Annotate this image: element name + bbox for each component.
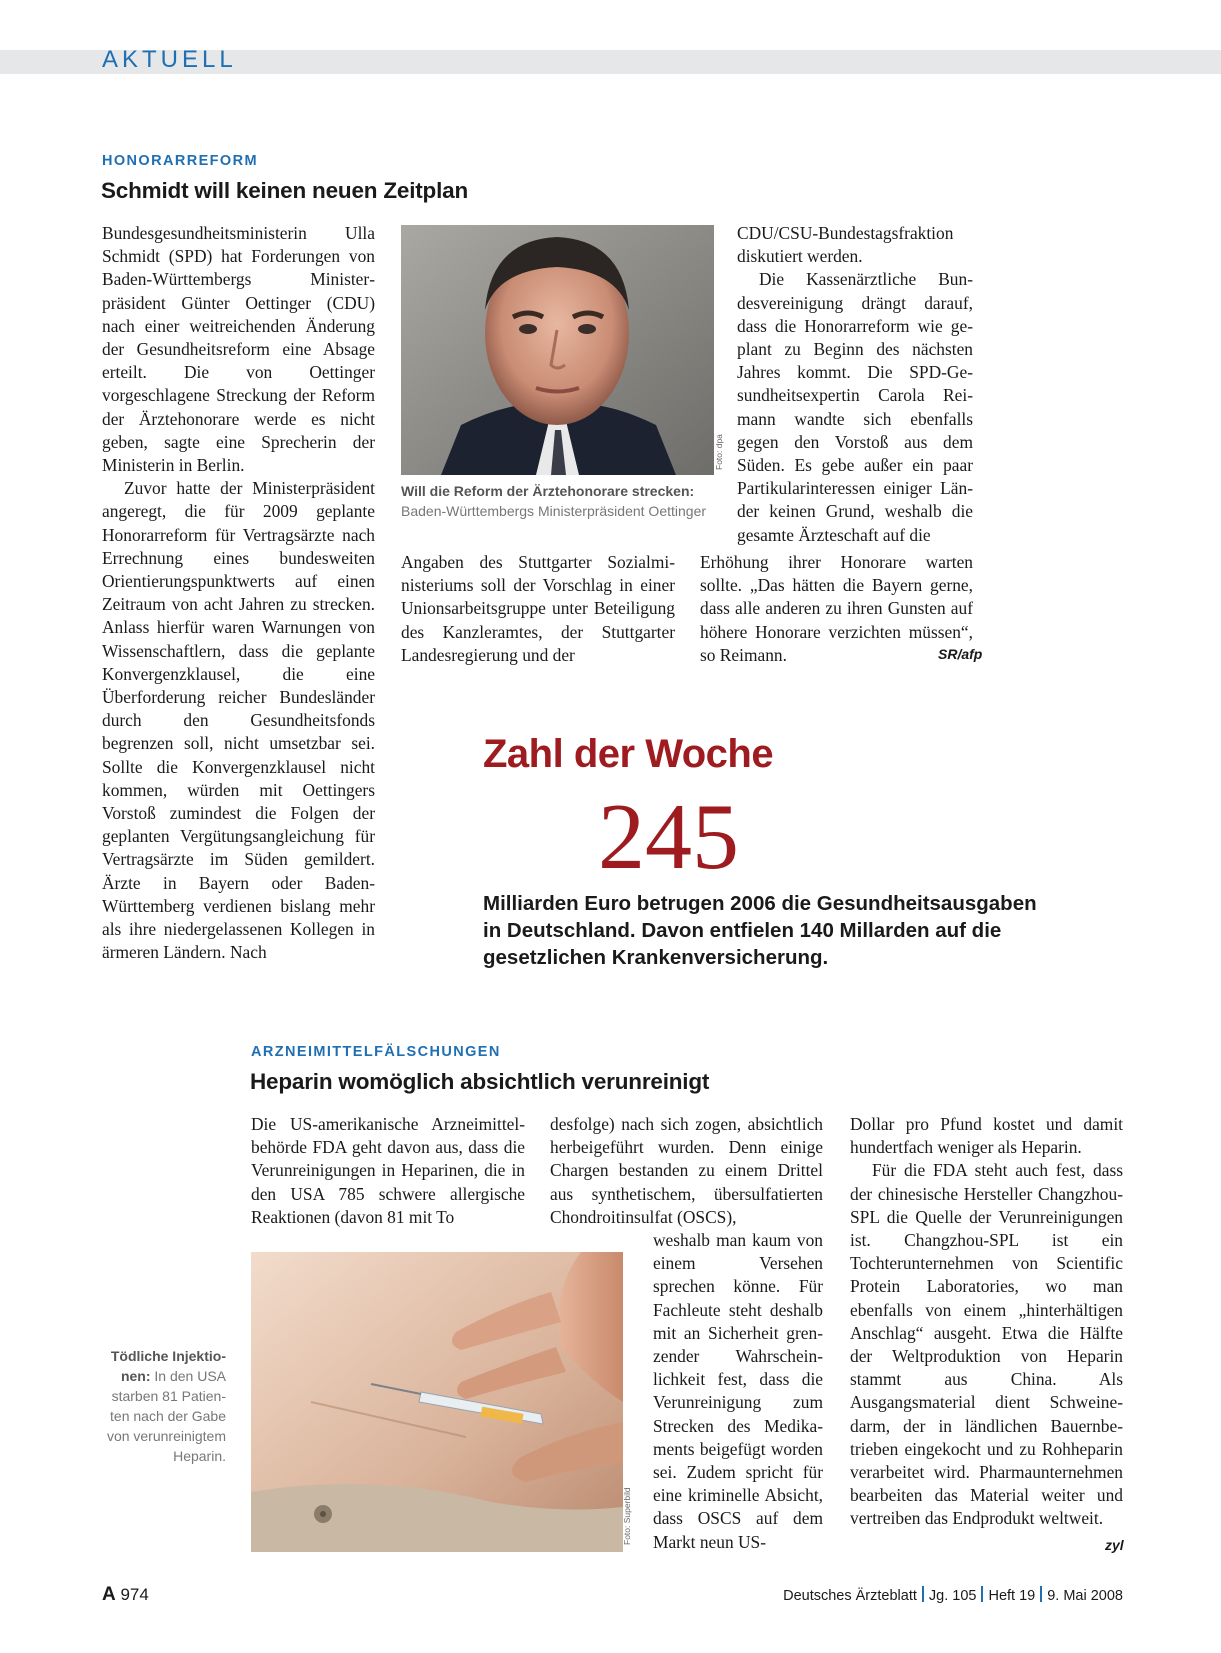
article2-paragraph: Die US-amerikanische Arzneimittelbehörde FDA geht davon aus, dass die Verunreinigungen in Heparinen, die in den USA 785 schwere allergische Reaktionen (davon 81 mit To (251, 1114, 525, 1227)
article2-column-3 (850, 1113, 1123, 1531)
page-number-value: 974 (120, 1585, 149, 1604)
journal-date: 9. Mai 2008 (1047, 1588, 1123, 1604)
article1-photo-caption (401, 481, 721, 521)
article1-title[interactable]: Schmidt will keinen neuen Zeitplan (101, 178, 469, 203)
divider (981, 1586, 983, 1602)
article1-column-3b (700, 551, 973, 667)
caption-bold: Tödliche Injektionen: (110, 1348, 226, 1384)
article1-paragraph: Die Kassenärztliche Bundesvereinigung drängt darauf, dass die Honorarreform wie geplant zu Beginn des nächsten Jahres kommt. Die SPD-Gesundheitsexpertin Carola Reimann wandte sich ebenfalls gegen den Vorstoß aus dem Süden. Es gebe außer ein paar Partikularinteressen einiger Länder keinen Grund, weshalb die gesamte Ärzteschaft auf die (737, 269, 973, 545)
article2-kicker: ARZNEIMITTELFÄLSCHUNGEN (251, 1044, 501, 1060)
divider (922, 1586, 924, 1602)
number-of-week-value: 245 (598, 785, 739, 889)
article1-signature: SR/afp (938, 646, 983, 662)
article1-paragraph: Bundesgesundheitsministerin Ulla Schmidt (SPD) hat Forderungen von Baden-Württembergs Ministerpräsident Günter Oettinger (CDU) nach einer weitreichenden Änderung der Gesundheitsreform eine Absage erteilt. Die von Oettinger vorgeschlagene Streckung der Reform der Ärztehonorare werde es nicht geben, sagte eine Sprecherin der Ministerin in Berlin. (102, 223, 375, 476)
article1-kicker: HONORARREFORM (102, 153, 258, 169)
article2-photo-caption (100, 1346, 226, 1466)
number-of-week-title: Zahl der Woche (483, 732, 774, 776)
article2-title[interactable]: Heparin womöglich absichtlich verunreinigt (250, 1069, 710, 1094)
article2-paragraph: weshalb man kaum von einem Versehen sprechen könne. Für Fachleute steht deshalb mit an Sicherheit grenzender Wahrscheinlichkeit fest, dass die Verunreinigung zum Strecken des Medikaments beigefügt worden sei. Zudem spricht für eine kriminelle Absicht, dass OSCS auf dem Markt neun US- (653, 1230, 823, 1552)
oettinger-portrait-photo (401, 225, 714, 475)
article1-column-2 (401, 551, 675, 667)
article2-paragraph: Dollar pro Pfund kostet und damit hundertfach weniger als Heparin. (850, 1114, 1123, 1158)
section-label: AKTUELL (102, 46, 237, 73)
caption-text: Baden-Württembergs Ministerpräsident Oettinger (401, 503, 707, 519)
journal-volume: Jg. 105 (928, 1588, 977, 1604)
photo-credit: Foto: Superbild (622, 1487, 632, 1545)
article1-paragraph: Zuvor hatte der Ministerpräsident angeregt, die für 2009 geplante Honorarreform für Vertragsärzte nach Errechnung eines bundesweiten Orientierungspunktwerts auf einen Zeitraum von acht Jahren zu strecken. Anlass hierfür waren Warnungen von Wissenschaftlern, dass die geplante Konvergenzklausel, die eine Überforderung reicher Bundesländer durch den Gesundheitsfonds begrenzen soll, nicht umsetzbar sei. Sollte die Konvergenzklausel nicht kommen, würden mit Oettingers Vorstoß zumindest die Folgen der geplanten Vergütungsangleichung für Vertragsärzte im Süden gemildert. Ärzte in Bayern oder Baden-Württemberg verdienen bislang mehr als ihre niedergelassenen Kollegen in ärmeren Ländern. Nach (102, 478, 375, 963)
page-prefix: A (102, 1584, 116, 1605)
photo-credit: Foto: dpa (714, 434, 724, 470)
journal-info (783, 1586, 1123, 1604)
article2-column-2-narrow (653, 1229, 823, 1554)
caption-text: In den USA starben 81 Patienten nach der Gabe von verunreinigtem Heparin. (106, 1368, 226, 1464)
page-number (102, 1584, 149, 1606)
article2-column-1 (251, 1113, 525, 1229)
caption-bold: Will die Reform der Ärztehonorare strecken: (401, 483, 695, 499)
divider (1040, 1586, 1042, 1602)
article2-paragraph: desfolge) nach sich zogen, absichtlich herbeigeführt wurden. Denn einige Chargen bestanden zu einem Drittel aus synthetischem, übersulfatierten Chondroitinsulfat (OSCS), (550, 1114, 823, 1227)
injection-photo (251, 1252, 623, 1552)
article2-column-2 (550, 1113, 823, 1229)
journal-name: Deutsches Ärzteblatt (783, 1588, 917, 1604)
article1-paragraph: CDU/CSU-Bundestagsfraktion diskutiert werden. (737, 223, 954, 267)
article2-paragraph: Für die FDA steht auch fest, dass der chinesische Hersteller Changzhou-SPL die Quelle der Verunreinigungen ist. Changzhou-SPL ist ein Tochterunternehmen von Scientific Protein Laboratories, wo man ebenfalls von einem „hinterhältigen Anschlag“ ausgeht. Etwa die Hälfte der Weltproduktion von Heparin stammt aus China. Als Ausgangsmaterial dient Schweinedarm, der in ländlichen Bauernbetrieben eingekocht und zu Rohheparin verarbeitet wird. Pharmaunternehmen bearbeiten das Material weiter und vertreiben das Endprodukt weltweit. (850, 1160, 1123, 1529)
article1-paragraph: Angaben des Stuttgarter Sozialministeriums soll der Vorschlag in einer Unionsarbeitsgruppe unter Beteiligung des Kanzleramtes, der Stuttgarter Landesregierung und der (401, 552, 675, 665)
article2-signature: zyl (1105, 1537, 1124, 1553)
journal-issue: Heft 19 (988, 1588, 1036, 1604)
article1-paragraph: Erhöhung ihrer Honorare warten sollte. „Das hätten die Bayern gerne, dass alle anderen zu ihren Gunsten auf höhere Honorare verzichten müssen“, so Reimann. (700, 552, 973, 665)
article1-column-1 (102, 222, 375, 965)
article1-column-3 (737, 222, 973, 547)
number-of-week-text: Milliarden Euro betrugen 2006 die Gesundheitsausgaben in Deutschland. Davon entfielen 140 Millarden auf die gesetzlichen Krankenversicherung. (483, 892, 1037, 969)
